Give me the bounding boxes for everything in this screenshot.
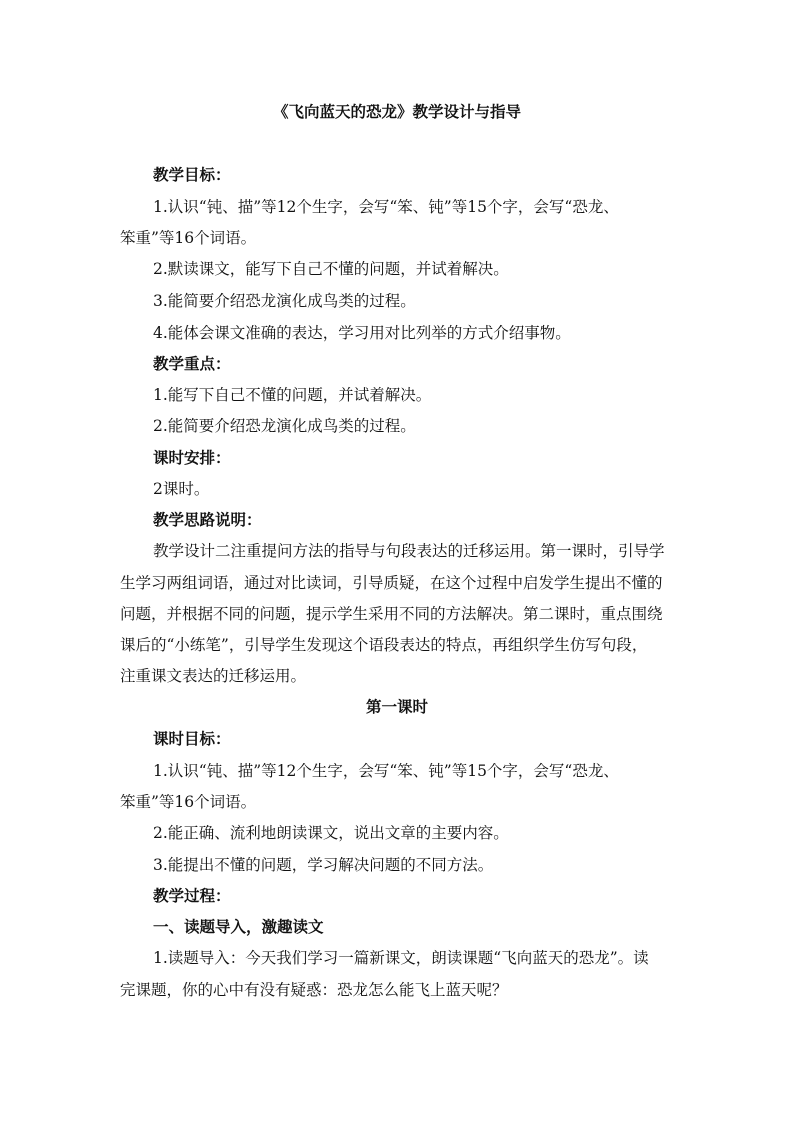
step-1-line-1: 1.读题导入：今天我们学习一篇新课文，朗读课题“飞向蓝天的恐龙”。读 <box>153 949 649 967</box>
rationale-line-3: 问题，并根据不同的问题，提示学生采用不同的方法解决。第二课时，重点围绕 <box>120 605 663 623</box>
rationale-line-2: 生学习两组词语，通过对比读词，引导质疑，在这个过程中启发学生提出不懂的 <box>120 574 663 592</box>
section-1-heading: 一、读题导入，激趣读文 <box>153 917 324 936</box>
lesson-goal-3: 3.能提出不懂的问题，学习解决问题的不同方法。 <box>153 856 494 874</box>
focus-2: 2.能简要介绍恐龙演化成鸟类的过程。 <box>153 417 416 435</box>
rationale-heading: 教学思路说明： <box>153 510 262 529</box>
rationale-line-5: 注重课文表达的迁移运用。 <box>120 667 307 685</box>
lesson-goal-1-line-2: 笨重”等16个词语。 <box>120 793 257 811</box>
lesson-goal-2: 2.能正确、流利地朗读课文，说出文章的主要内容。 <box>153 824 509 842</box>
step-1-line-2: 完课题，你的心中有没有疑惑：恐龙怎么能飞上蓝天呢？ <box>120 981 508 999</box>
goal-1-line-1: 1.认识“钝、描”等12个生字，会写“笨、钝”等15个字，会写“恐龙、 <box>153 198 619 216</box>
rationale-line-4: 课后的“小练笔”，引导学生发现这个语段表达的特点，再组织学生仿写句段， <box>120 636 648 654</box>
process-heading: 教学过程： <box>153 886 231 905</box>
schedule-text: 2课时。 <box>153 480 210 498</box>
rationale-line-1: 教学设计二注重提问方法的指导与句段表达的迁移运用。第一课时，引导学 <box>153 542 665 560</box>
focus-heading: 教学重点： <box>153 354 231 373</box>
goal-2: 2.默读课文，能写下自己不懂的问题，并试着解决。 <box>153 260 509 278</box>
document-title: 《飞向蓝天的恐龙》教学设计与指导 <box>272 102 521 121</box>
goal-4: 4.能体会课文准确的表达，学习用对比列举的方式介绍事物。 <box>153 324 571 342</box>
lesson-1-heading: 第一课时 <box>365 697 428 716</box>
goal-3: 3.能简要介绍恐龙演化成鸟类的过程。 <box>153 292 416 310</box>
goal-1-line-2: 笨重”等16个词语。 <box>120 229 257 247</box>
focus-1: 1.能写下自己不懂的问题，并试着解决。 <box>153 386 432 404</box>
lesson-goals-heading: 课时目标： <box>153 729 231 748</box>
lesson-goal-1-line-1: 1.认识“钝、描”等12个生字，会写“笨、钝”等15个字，会写“恐龙、 <box>153 762 619 780</box>
schedule-heading: 课时安排： <box>153 448 231 467</box>
goals-heading: 教学目标： <box>153 165 231 184</box>
